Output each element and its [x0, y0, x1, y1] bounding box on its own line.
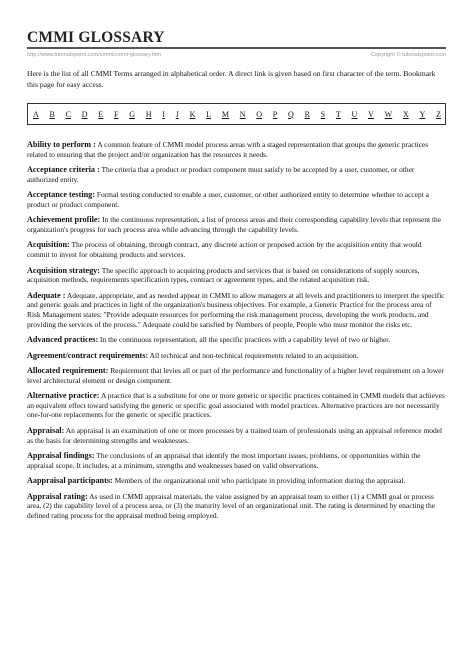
- glossary-term: Appraisal:: [27, 425, 65, 435]
- alpha-link-n[interactable]: N: [239, 109, 246, 119]
- title-rule: [27, 47, 446, 49]
- glossary-definition: Requirement that levies all or part of the performance and functionality of a higher level requirement on a lower level architectural element or design component.: [27, 365, 444, 385]
- glossary-term: Adequate :: [27, 290, 66, 300]
- glossary-definition: The process of obtaining, through contract, any discrete action or proposed action by the acquisition entity that would commit to invest for obtaining products and services.: [27, 240, 422, 260]
- glossary-definition: An appraisal is an examination of one or more processes by a trained team of professionals using an appraisal reference model as the basis for determining strengths and weaknesses.: [27, 425, 443, 445]
- alpha-link-t[interactable]: T: [335, 109, 341, 119]
- glossary-term: Acquisition:: [27, 240, 70, 250]
- alpha-link-b[interactable]: B: [49, 109, 55, 119]
- glossary-definition: In the continuous representation, a list of process areas and their corresponding capability levels that represent the organization's progress for each process area while advancing through the capability levels.: [27, 215, 442, 234]
- alpha-link-m[interactable]: M: [221, 109, 229, 119]
- glossary-entry: [27, 335, 446, 345]
- glossary-entries: [27, 140, 446, 526]
- alpha-link-i[interactable]: I: [162, 109, 165, 119]
- source-url[interactable]: http://www.tutorialspoint.com/cmmi/cmmi-glossary.htm: [27, 52, 162, 58]
- glossary-term: Achievement profile:: [27, 215, 101, 225]
- alpha-link-u[interactable]: U: [351, 109, 358, 119]
- glossary-entry: [27, 366, 446, 385]
- alpha-link-r[interactable]: R: [304, 109, 310, 119]
- glossary-definition: In the continuous representation, all the specific practices with a capability level of two or higher.: [98, 335, 391, 345]
- alpha-link-k[interactable]: K: [189, 109, 196, 119]
- glossary-definition: The specific approach to acquiring products and services that is based on considerations of supply sources, acquisition methods, requirements specification types, contract or agreement types, and the related acquisition risk.: [27, 265, 420, 285]
- alpha-link-c[interactable]: C: [65, 109, 71, 119]
- alpha-link-a[interactable]: A: [33, 109, 39, 119]
- glossary-definition: Members of the organizational unit who participate in providing information during the appraisal.: [112, 476, 406, 486]
- glossary-term: Advanced practices:: [27, 335, 99, 345]
- glossary-definition: All technical and non-technical requirements related to an acquisition.: [148, 350, 359, 360]
- alpha-link-e[interactable]: E: [98, 109, 104, 119]
- glossary-entry: [27, 291, 446, 330]
- glossary-term: Alternative practice:: [27, 391, 100, 401]
- alphabet-index: [27, 103, 446, 125]
- glossary-term: Allocated requirement:: [27, 365, 109, 375]
- glossary-entry: [27, 451, 446, 470]
- glossary-definition: A practice that is a substitute for one or more generic or specific practices contained in CMMI models that achieves an equivalent effect toward satisfying the generic or specific goal associated with model practices. Alternative practices are not necessarily one-for-one replacements for the generic or specific practices.: [27, 391, 445, 420]
- alpha-link-h[interactable]: H: [145, 109, 152, 119]
- glossary-entry: [27, 426, 446, 445]
- glossary-entry: [27, 190, 446, 209]
- glossary-definition: As used in CMMI appraisal materials, the value assigned by an appraisal team to either (1) a CMMI goal or process area, (2) the capability level of a process area, or (3) the maturity level of an organizational unit. The rating is determined by enacting the defined rating process for the appraisal method being employed.: [27, 491, 436, 520]
- glossary-entry: [27, 215, 446, 234]
- glossary-definition: The criteria that a product or product component must satisfy to be accepted by a user, customer, or other authorized entity.: [27, 165, 415, 184]
- glossary-entry: [27, 476, 446, 486]
- glossary-definition: The conclusions of an appraisal that identify the most important issues, problems, or opportunities within the appraisal scope. It includes, at a minimum, strengths and weaknesses based on valid observations.: [27, 450, 421, 470]
- copyright: Copyright © tutorialspoint.com: [370, 52, 446, 58]
- alpha-link-f[interactable]: F: [113, 109, 119, 119]
- alpha-link-z[interactable]: Z: [436, 109, 441, 119]
- glossary-term: Agreement/contract requirements:: [27, 350, 149, 360]
- alpha-link-v[interactable]: V: [368, 109, 374, 119]
- alpha-link-q[interactable]: Q: [288, 109, 294, 119]
- glossary-term: Acceptance testing:: [27, 190, 95, 200]
- glossary-definition: A common feature of CMMI model process areas with a staged representation that groups the generic practices related to ensuring that the project and/or organization has the resources it needs.: [27, 140, 429, 159]
- glossary-entry: [27, 351, 446, 361]
- intro-paragraph: Here is the list of all CMMI Terms arranged in alphabetical order. A direct link is given based on first character of the term. Bookmark this page for easy access.: [27, 69, 436, 89]
- glossary-definition: Formal testing conducted to enable a user, customer, or other authorized entity to determine whether to accept a product or product component.: [27, 190, 429, 209]
- glossary-entry: [27, 391, 446, 420]
- glossary-entry: [27, 165, 446, 184]
- glossary-definition: Adequate, appropriate, and as needed appear in CMMI to allow managers at all levels and practitioners to interpret the specific and generic goals and practices in light of the organization's business objectives. For example, a Generic Practice for the process area of Risk Management states: "Provide adequate resources for performing the risk management process, developing the work products, and providing the services of the process." Adequate could be satisfied by Numbers of people, People who must monitor the risks etc.: [27, 290, 445, 329]
- glossary-entry: [27, 240, 446, 259]
- alpha-link-j[interactable]: J: [175, 109, 179, 119]
- alpha-link-p[interactable]: P: [272, 109, 278, 119]
- alpha-link-o[interactable]: O: [256, 109, 263, 119]
- alpha-link-y[interactable]: Y: [419, 109, 426, 119]
- glossary-term: Acquisition strategy:: [27, 265, 100, 275]
- glossary-term: Acceptance criteria :: [27, 165, 100, 175]
- glossary-term: Appraisal rating:: [27, 491, 88, 501]
- page-title: CMMI GLOSSARY: [27, 29, 165, 46]
- glossary-term: Ability to perform :: [27, 140, 96, 149]
- glossary-entry: [27, 140, 446, 159]
- alpha-link-l[interactable]: L: [206, 109, 212, 119]
- glossary-entry: [27, 492, 446, 521]
- glossary-entry: [27, 266, 446, 285]
- alpha-link-w[interactable]: W: [384, 109, 393, 119]
- glossary-term: Aappraisal participants:: [27, 476, 113, 486]
- alpha-link-s[interactable]: S: [320, 109, 326, 119]
- glossary-term: Appraisal findings:: [27, 450, 95, 460]
- url-row: [27, 52, 446, 58]
- alpha-link-d[interactable]: D: [81, 109, 88, 119]
- alpha-link-x[interactable]: X: [402, 109, 409, 119]
- alpha-link-g[interactable]: G: [129, 109, 135, 119]
